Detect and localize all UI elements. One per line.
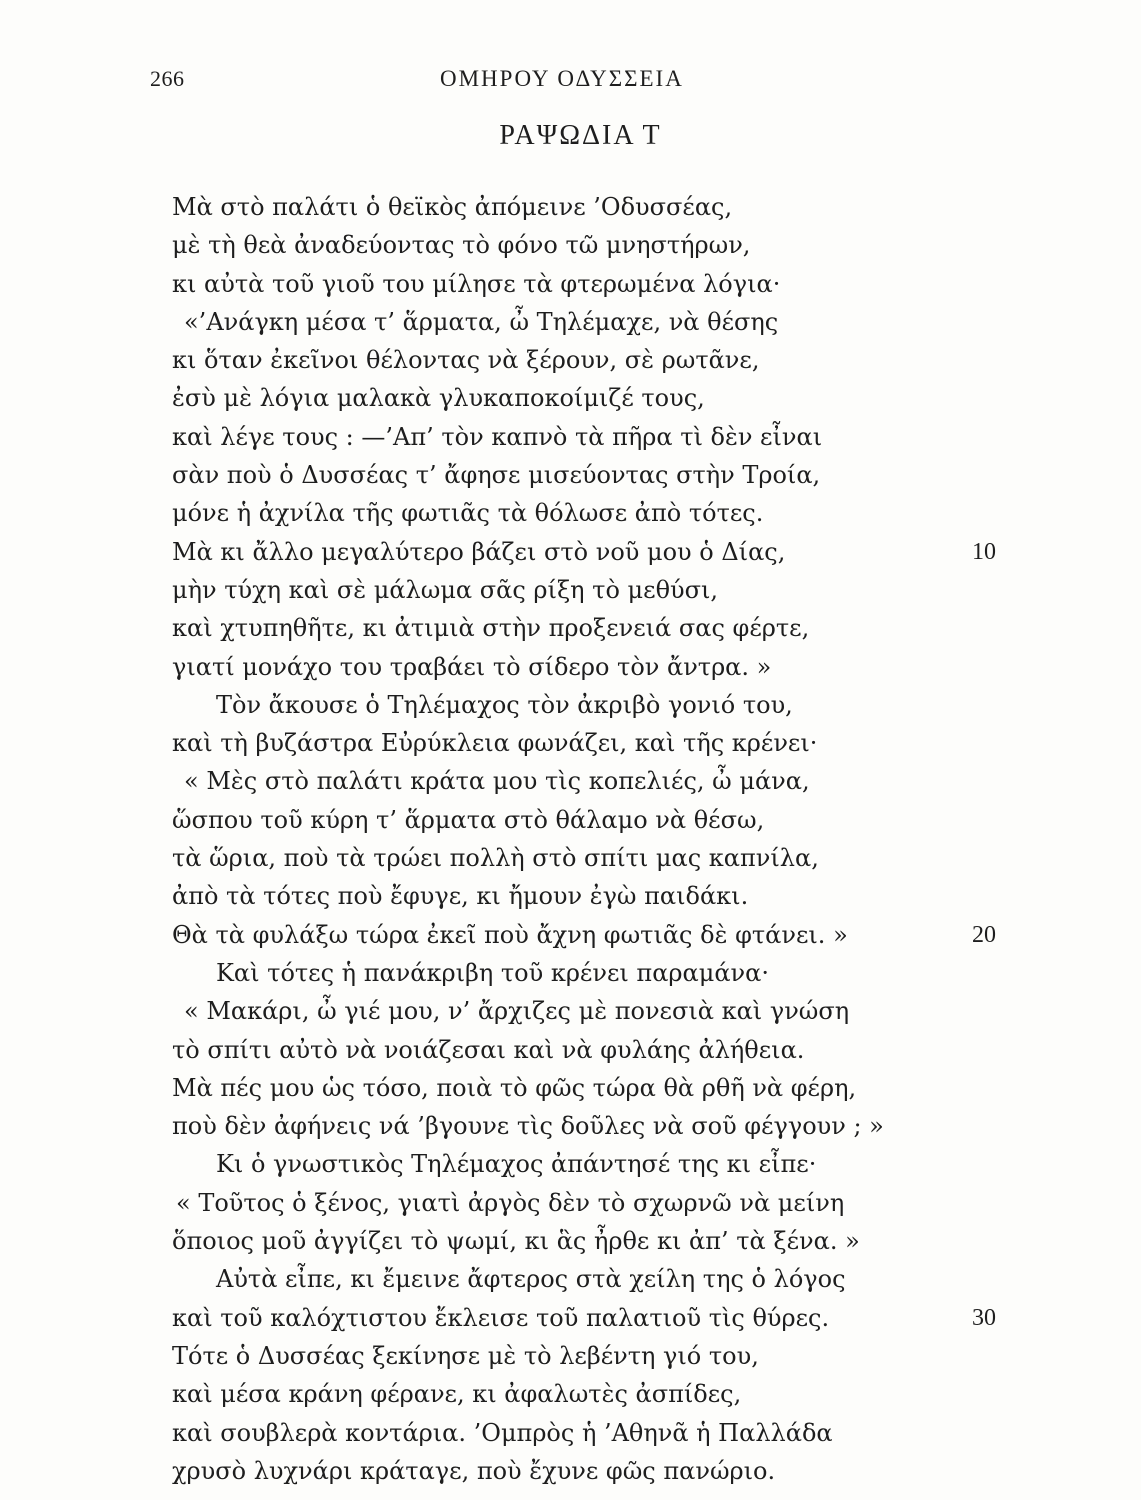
verse-line: κι αὐτὰ τοῦ γιοῦ του μίλησε τὰ φτερωμένα λόγια· bbox=[172, 269, 781, 298]
verse-line: καὶ σουβλερὰ κοντάρια. ’Ομπρὸς ἡ ’Αθηνᾶ ἡ Παλλάδα bbox=[172, 1418, 833, 1447]
verse-line: γιατί μονάχο του τραβάει τὸ σίδερο τὸν ἄντρα. » bbox=[172, 652, 772, 681]
verse-line: Κι ὁ γνωστικὸς Τηλέμαχος ἀπάντησέ της κι εἶπε· bbox=[216, 1150, 817, 1179]
verse-line: Μὰ πές μου ὡς τόσο, ποιὰ τὸ φῶς τώρα θὰ ρθῆ νὰ φέρη, bbox=[172, 1073, 857, 1102]
verse-line: Τὸν ἄκουσε ὁ Τηλέμαχος τὸν ἀκριβὸ γονιό του, bbox=[216, 690, 793, 719]
line-number: 10 bbox=[972, 538, 996, 565]
verse-line: « Μὲς στὸ παλάτι κράτα μου τὶς κοπελιές, ὦ μάνα, bbox=[184, 767, 810, 796]
verse-line: καὶ μέσα κράνη φέρανε, κι ἀφαλωτὲς ἀσπίδες, bbox=[172, 1380, 742, 1409]
verse-line: καὶ χτυπηθῆτε, κι ἀτιμιὰ στὴν προξενειά σας φέρτε, bbox=[172, 614, 810, 643]
verse-line: « Μακάρι, ὦ γιέ μου, ν’ ἄρχιζες μὲ πονεσιὰ καὶ γνώση bbox=[184, 997, 850, 1026]
line-number: 20 bbox=[972, 921, 996, 948]
verse-line: ὅποιος μοῦ ἀγγίζει τὸ ψωμί, κι ἃς ἦρθε κι ἀπ’ τὰ ξένα. » bbox=[172, 1227, 860, 1256]
running-head bbox=[0, 66, 1141, 100]
verse-line: ὥσπου τοῦ κύρη τ’ ἅρματα στὸ θάλαμο νὰ θέσω, bbox=[172, 805, 765, 834]
poem-text bbox=[172, 188, 1072, 1490]
verse-line: Θὰ τὰ φυλάξω τώρα ἐκεῖ ποὺ ἄχνη φωτιᾶς δὲ φτάνει. » 20 bbox=[172, 916, 1072, 954]
verse-line: κι ὅταν ἐκεῖνοι θέλοντας νὰ ξέρουν, σὲ ρωτᾶνε, bbox=[172, 346, 760, 375]
verse-line: σὰν ποὺ ὁ Δυσσέας τ’ ἄφησε μισεύοντας στὴν Τροία, bbox=[172, 461, 821, 490]
verse-line: χρυσὸ λυχνάρι κράταγε, ποὺ ἔχυνε φῶς πανώριο. bbox=[172, 1456, 776, 1485]
verse-line: καὶ τοῦ καλόχτιστου ἔκλεισε τοῦ παλατιοῦ τὶς θύρες. 30 bbox=[172, 1299, 1072, 1337]
chapter-title: ΡΑΨΩΔΙΑ Τ bbox=[499, 120, 662, 151]
verse-line: καὶ λέγε τους : —’Απ’ τὸν καπνὸ τὰ πῆρα τὶ δὲν εἶναι bbox=[172, 422, 823, 451]
verse-line: Αὐτὰ εἶπε, κι ἔμεινε ἄφτερος στὰ χείλη της ὁ λόγος bbox=[216, 1265, 846, 1294]
verse-line: Μὰ στὸ παλάτι ὁ θεϊκὸς ἀπόμεινε ’Οδυσσέας, bbox=[172, 193, 733, 221]
verse-line: « Τοῦτος ὁ ξένος, γιατὶ ἀργὸς δὲν τὸ σχωρνῶ νὰ μείνη bbox=[176, 1188, 845, 1217]
book-title: ΟΜΗΡΟΥ ΟΔΥΣΣΕΙΑ bbox=[440, 66, 684, 91]
verse-line: Τότε ὁ Δυσσέας ξεκίνησε μὲ τὸ λεβέντη γιό του, bbox=[172, 1341, 759, 1370]
verse-line: τὸ σπίτι αὐτὸ νὰ νοιάζεσαι καὶ νὰ φυλάης ἀλήθεια. bbox=[172, 1035, 805, 1064]
verse-line: καὶ τὴ βυζάστρα Εὐρύκλεια φωνάζει, καὶ τῆς κρένει· bbox=[172, 729, 818, 758]
verse-line: «’Ανάγκη μέσα τ’ ἅρματα, ὦ Τηλέμαχε, νὰ θέσης bbox=[184, 307, 779, 336]
verse-line: ἀπὸ τὰ τότες ποὺ ἔφυγε, κι ἤμουν ἐγὼ παιδάκι. bbox=[172, 882, 749, 911]
line-number: 30 bbox=[972, 1304, 996, 1331]
verse-line: μὴν τύχη καὶ σὲ μάλωμα σᾶς ρίξη τὸ μεθύσι, bbox=[172, 575, 719, 604]
verse-line: ἐσὺ μὲ λόγια μαλακὰ γλυκαποκοίμιζέ τους, bbox=[172, 384, 705, 413]
page-number: 266 bbox=[150, 66, 185, 91]
verse-line: μὲ τὴ θεὰ ἀναδεύοντας τὸ φόνο τῶ μνηστήρων, bbox=[172, 231, 751, 260]
verse-line: Καὶ τότες ἡ πανάκριβη τοῦ κρένει παραμάνα· bbox=[216, 958, 769, 987]
verse-line: ποὺ δὲν ἀφήνεις νά ’βγουνε τὶς δοῦλες νὰ σοῦ φέγγουν ; » bbox=[172, 1112, 884, 1141]
verse-line: μόνε ἡ ἀχνίλα τῆς φωτιᾶς τὰ θόλωσε ἀπὸ τότες. bbox=[172, 499, 764, 528]
verse-line: τὰ ὥρια, ποὺ τὰ τρώει πολλὴ στὸ σπίτι μας καπνίλα, bbox=[172, 844, 819, 873]
verse-line: Μὰ κι ἄλλο μεγαλύτερο βάζει στὸ νοῦ μου ὁ Δίας, 10 bbox=[172, 533, 1072, 571]
